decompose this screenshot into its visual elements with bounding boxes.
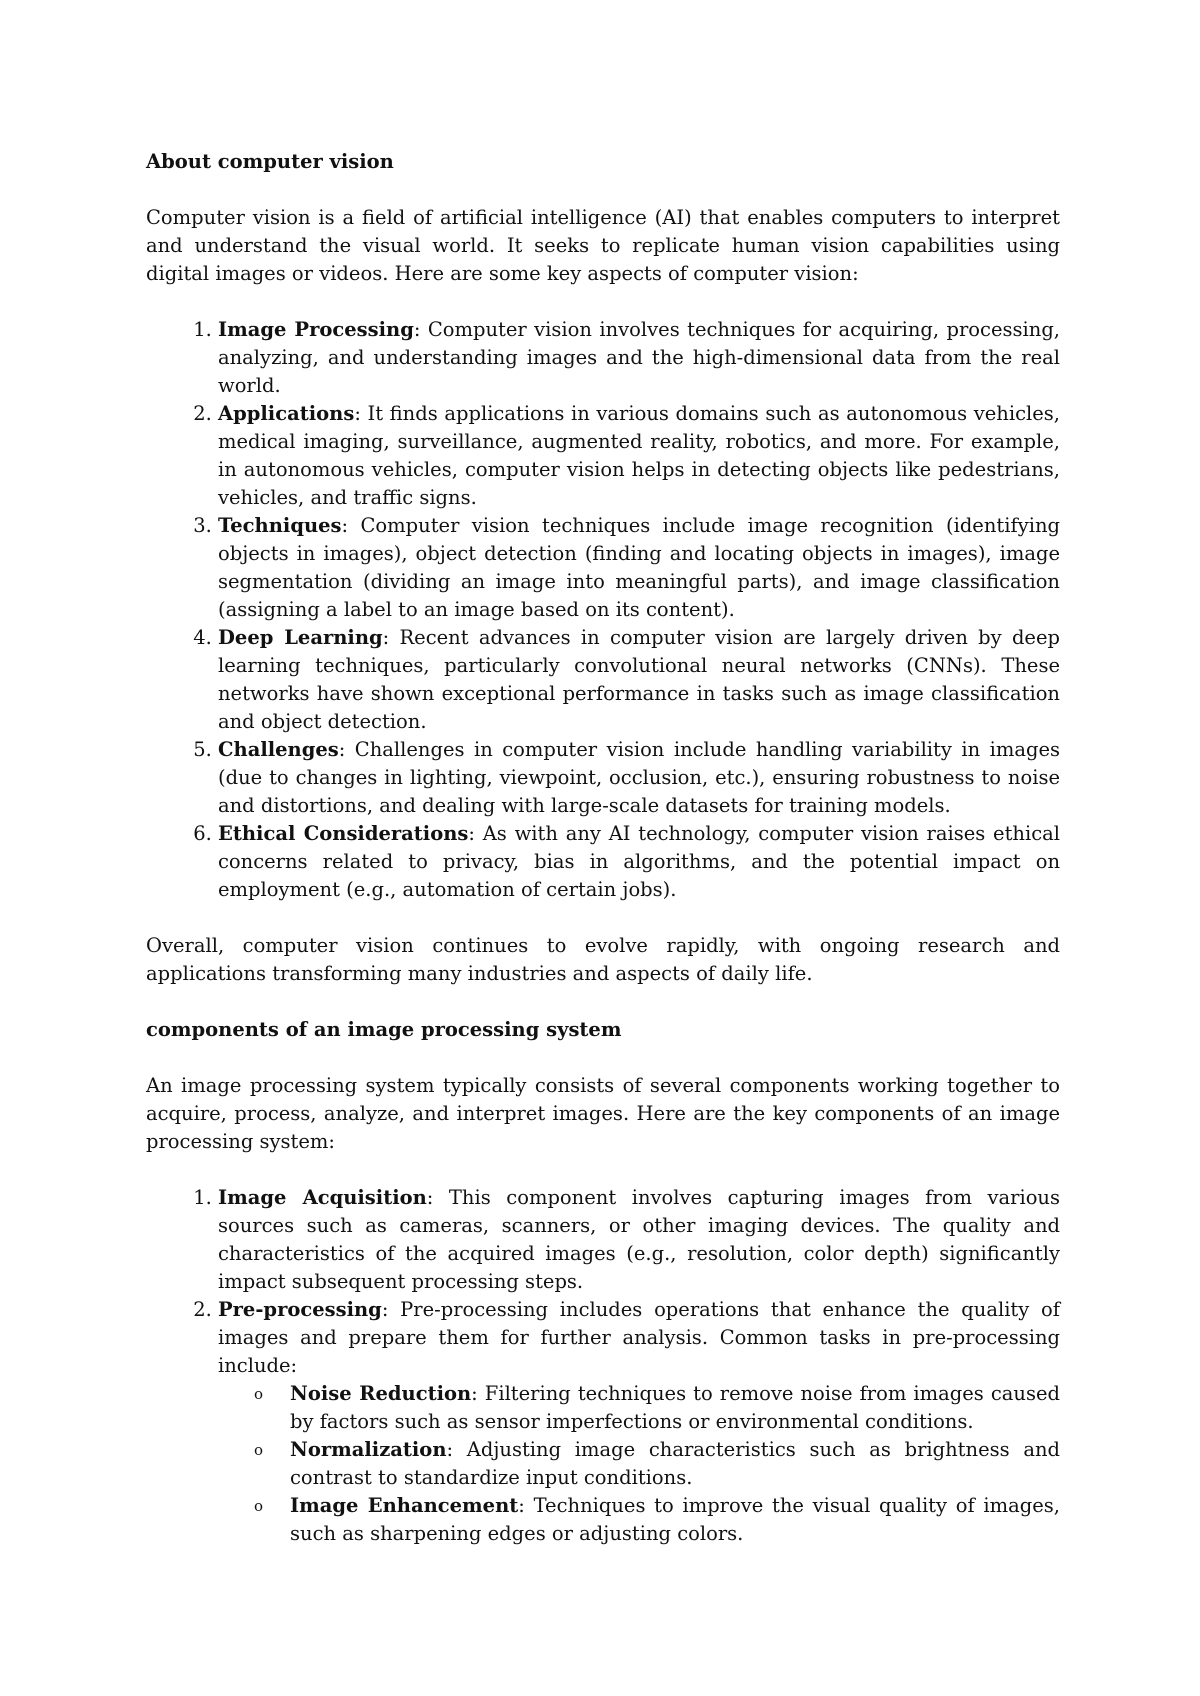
sublist-item-text: : Adjusting image characteristics such as brightness and contrast to standardize input conditions. <box>290 1438 1060 1489</box>
document-page <box>146 148 1060 1576</box>
sublist-item-term: Image Enhancement <box>290 1494 519 1517</box>
list-item <box>218 1296 1060 1548</box>
list-item <box>218 736 1060 820</box>
list-item-term: Image Acquisition <box>218 1186 427 1209</box>
sublist-item-term: Normalization <box>290 1438 447 1461</box>
list-item-text: : It finds applications in various domains such as autonomous vehicles, medical imaging, surveillance, augmented reality, robotics, and more. For example, in autonomous vehicles, computer vision helps in detecting objects like pedestrians, vehicles, and traffic signs. <box>218 402 1060 509</box>
list-item-term: Deep Learning <box>218 626 383 649</box>
list-item-term: Applications <box>218 402 355 425</box>
sublist-item-text: : Techniques to improve the visual quality of images, such as sharpening edges or adjusting colors. <box>290 1494 1060 1545</box>
list-item <box>218 316 1060 400</box>
components-list <box>146 1184 1060 1548</box>
sublist-item-text: : Filtering techniques to remove noise from images caused by factors such as sensor imperfections or environmental conditions. <box>290 1382 1060 1433</box>
sublist-item <box>254 1380 1060 1436</box>
list-item-text: : Pre-processing includes operations that enhance the quality of images and prepare them for further analysis. Common tasks in pre-processing include: <box>218 1298 1060 1377</box>
list-item-text: : This component involves capturing images from various sources such as cameras, scanners, or other imaging devices. The quality and characteristics of the acquired images (e.g., resolution, color depth) significantly impact subsequent processing steps. <box>218 1186 1060 1293</box>
preprocessing-sublist <box>218 1380 1060 1548</box>
conclusion-paragraph: Overall, computer vision continues to evolve rapidly, with ongoing research and applications transforming many industries and aspects of daily life. <box>146 934 1060 985</box>
section-heading-computer-vision: About computer vision <box>146 150 394 173</box>
list-item-text: : Recent advances in computer vision are largely driven by deep learning techniques, particularly convolutional neural networks (CNNs). These networks have shown exceptional performance in tasks such as image classification and object detection. <box>218 626 1060 733</box>
list-item-text: : Computer vision techniques include image recognition (identifying objects in images), object detection (finding and locating objects in images), image segmentation (dividing an image into meaningful parts), and image classification (assigning a label to an image based on its content). <box>218 514 1060 621</box>
list-item-term: Ethical Considerations <box>218 822 469 845</box>
list-item-text: : Challenges in computer vision include handling variability in images (due to changes in lighting, viewpoint, occlusion, etc.), ensuring robustness to noise and distortions, and dealing with large-scale datasets for training models. <box>218 738 1060 817</box>
list-item <box>218 512 1060 624</box>
sublist-item-term: Noise Reduction <box>290 1382 472 1405</box>
components-intro-paragraph: An image processing system typically consists of several components working together to acquire, process, analyze, and interpret images. Here are the key components of an image processing system: <box>146 1074 1060 1153</box>
list-item-term: Challenges <box>218 738 339 761</box>
bullet-icon: o <box>254 1441 264 1459</box>
sublist-item <box>254 1436 1060 1492</box>
list-item-text: : Computer vision involves techniques for acquiring, processing, analyzing, and understanding images and the high-dimensional data from the real world. <box>218 318 1060 397</box>
list-item-term: Pre-processing <box>218 1298 382 1321</box>
section-heading-components: components of an image processing system <box>146 1018 622 1041</box>
bullet-icon: o <box>254 1497 264 1515</box>
list-item <box>218 400 1060 512</box>
list-item-term: Techniques <box>218 514 342 537</box>
bullet-icon: o <box>254 1385 264 1403</box>
list-item <box>218 1184 1060 1296</box>
list-item-term: Image Processing <box>218 318 414 341</box>
list-item <box>218 820 1060 904</box>
list-item <box>218 624 1060 736</box>
intro-paragraph: Computer vision is a field of artificial intelligence (AI) that enables computers to interpret and understand the visual world. It seeks to replicate human vision capabilities using digital images or videos. Here are some key aspects of computer vision: <box>146 206 1060 285</box>
sublist-item <box>254 1492 1060 1548</box>
aspects-list <box>146 316 1060 904</box>
list-item-text: : As with any AI technology, computer vision raises ethical concerns related to privacy, bias in algorithms, and the potential impact on employment (e.g., automation of certain jobs). <box>218 822 1061 901</box>
